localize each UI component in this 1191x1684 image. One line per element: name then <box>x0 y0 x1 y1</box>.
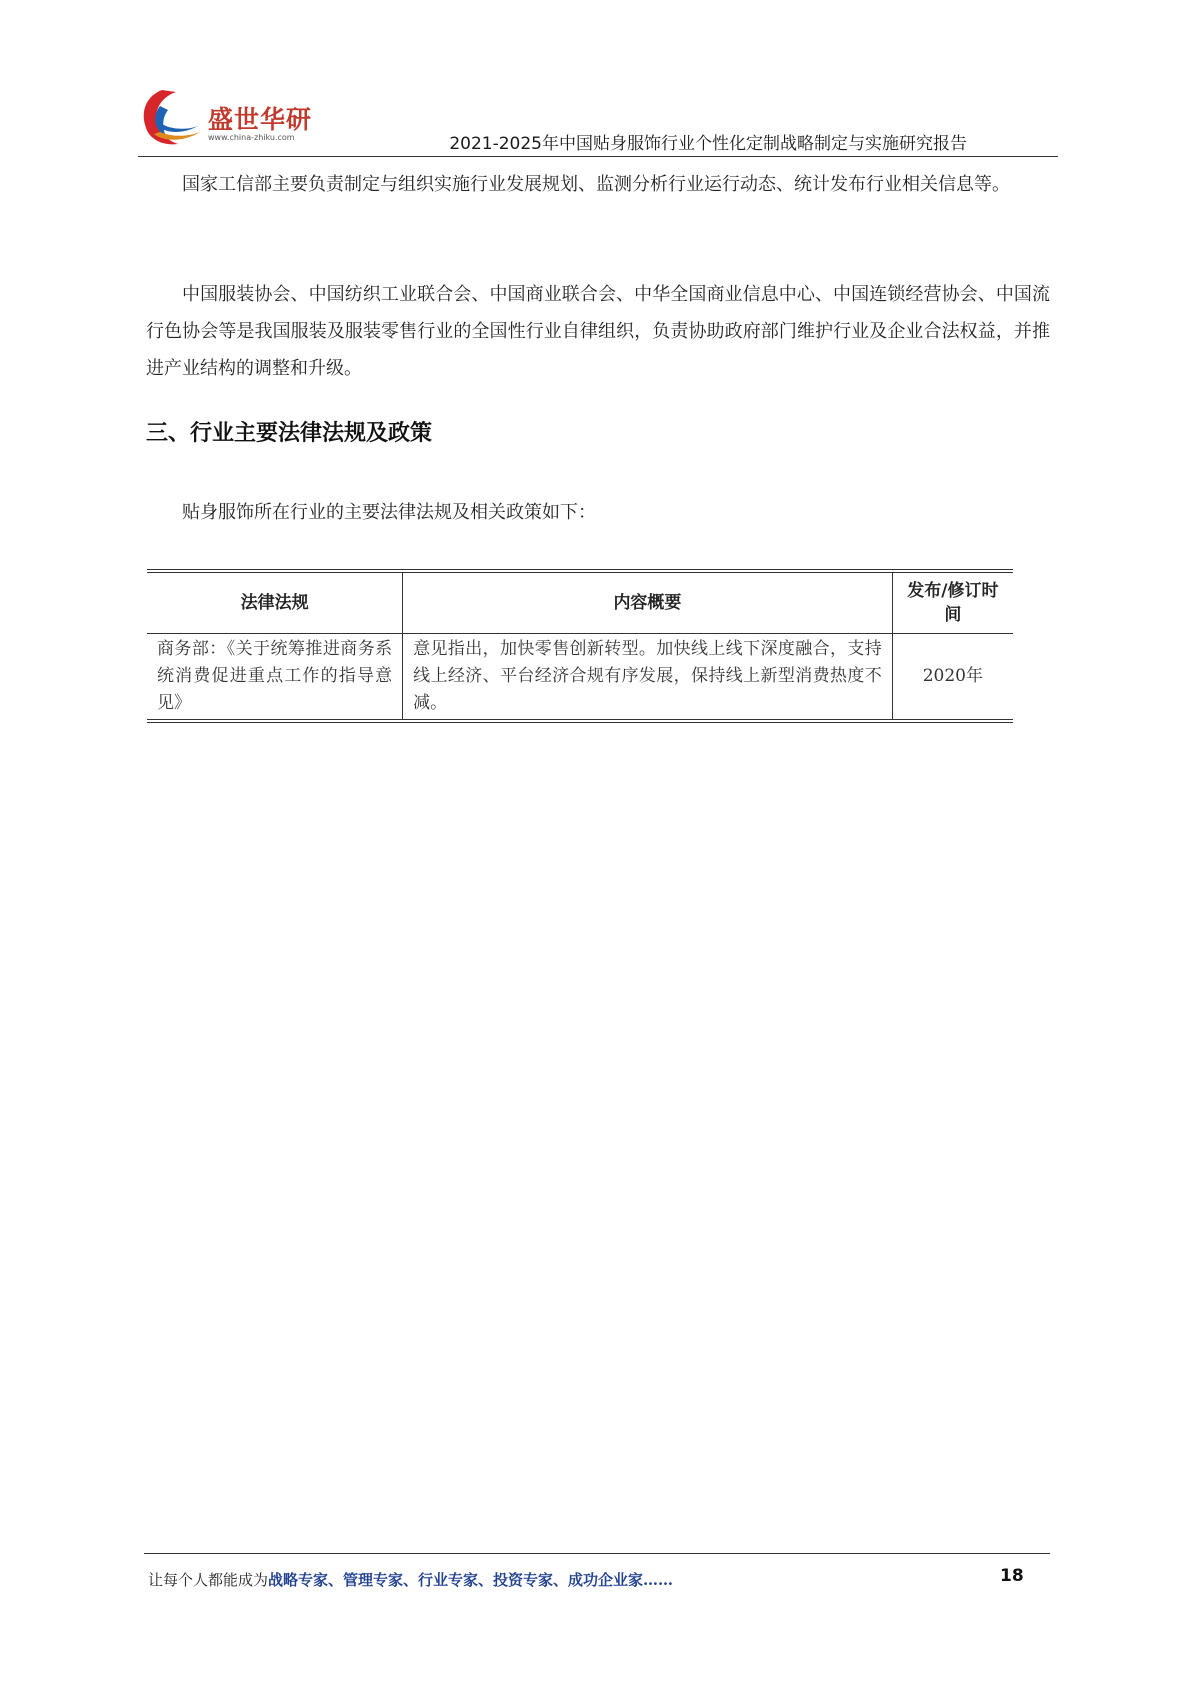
cell-summary: 意见指出，加快零售创新转型。加快线上线下深度融合，支持线上经济、平台经济合规有序发展，保持线上新型消费热度不减。 <box>403 634 893 722</box>
header-law: 法律法规 <box>147 571 403 634</box>
policy-table <box>147 569 1013 723</box>
slogan-prefix: 让每个人都能成为 <box>148 1571 269 1589</box>
header-divider <box>138 156 1058 157</box>
paragraph-intro: 贴身服饰所在行业的主要法律法规及相关政策如下： <box>182 502 596 523</box>
footer-divider <box>144 1553 1050 1554</box>
header-summary: 内容概要 <box>403 571 893 634</box>
table-row <box>147 634 1013 722</box>
footer-slogan <box>148 1569 673 1590</box>
slogan-highlight: 战略专家、管理专家、行业专家、投资专家、成功企业家…… <box>268 1571 674 1589</box>
cell-year: 2020年 <box>892 634 1013 722</box>
logo-url: www.china-zhiku.com <box>208 133 295 142</box>
header-date: 发布/修订时间 <box>892 571 1013 634</box>
paragraph-associations: 中国服装协会、中国纺织工业联合会、中国商业联合会、中华全国商业信息中心、中国连锁经营协会、中国流行色协会等是我国服装及服装零售行业的全国性行业自律组织，负责协助政府部门维护行业及企业合法权益，并推进产业结构的调整和升级。 <box>146 284 1050 379</box>
paragraph-ministry: 国家工信部主要负责制定与组织实施行业发展规划、监测分析行业运行动态、统计发布行业相关信息等。 <box>182 174 1010 195</box>
page-number: 18 <box>1000 1566 1024 1586</box>
section-heading: 三、行业主要法律法规及政策 <box>146 421 433 446</box>
cell-law: 商务部：《关于统筹推进商务系统消费促进重点工作的指导意见》 <box>147 634 403 722</box>
report-title: 2021-2025年中国贴身服饰行业个性化定制战略制定与实施研究报告 <box>449 134 967 154</box>
logo-text: 盛世华研 <box>208 105 313 134</box>
table-header-row <box>147 571 1013 634</box>
